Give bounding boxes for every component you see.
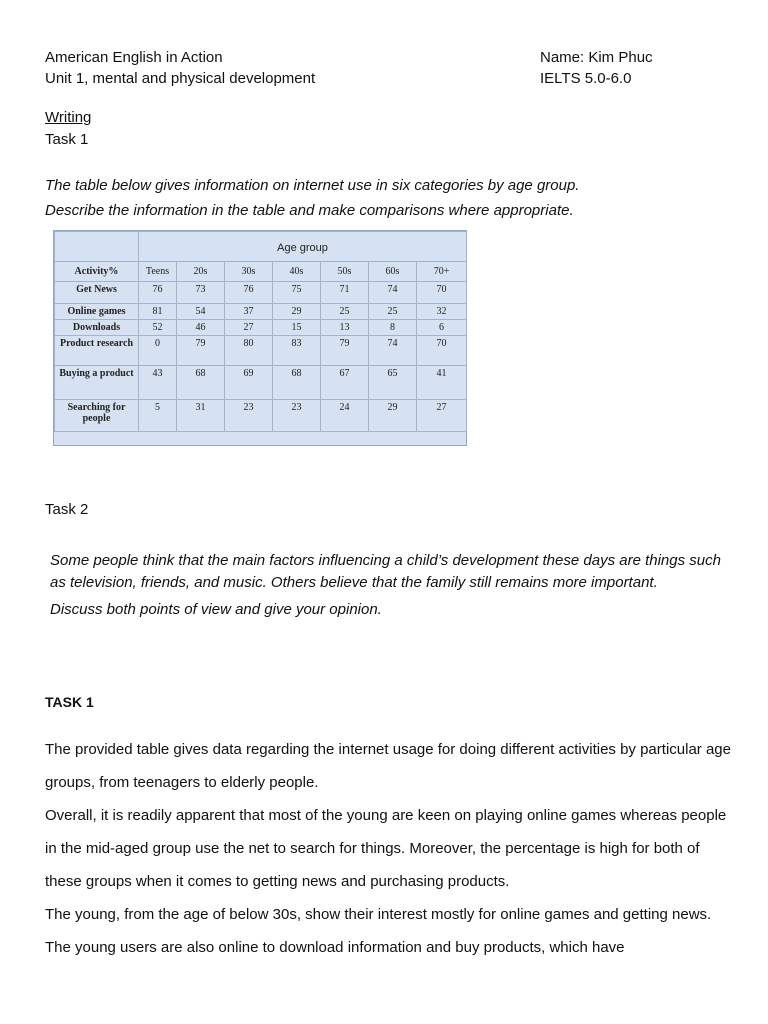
table-cell: 24: [321, 400, 369, 432]
table-cell: 76: [225, 282, 273, 304]
table-corner: [55, 232, 139, 262]
task1-prompt-line-1: The table below gives information on internet use in six categories by age group.: [45, 177, 580, 194]
row-label: Buying a product: [55, 366, 139, 400]
task1-label: Task 1: [45, 131, 89, 148]
row-label: Downloads: [55, 320, 139, 336]
table-cell: 67: [321, 366, 369, 400]
course-title: American English in Action: [45, 49, 223, 66]
column-header: 20s: [177, 262, 225, 282]
column-header: Teens: [139, 262, 177, 282]
table-cell: 46: [177, 320, 225, 336]
student-name: Name: Kim Phuc: [540, 49, 653, 66]
table-cell: 29: [273, 304, 321, 320]
column-header: 30s: [225, 262, 273, 282]
essay-paragraph: The provided table gives data regarding the internet usage for doing different activities by particular age groups, from teenagers to elderly people.: [45, 741, 731, 791]
table-cell: 54: [177, 304, 225, 320]
column-header: 50s: [321, 262, 369, 282]
task2-label: Task 2: [45, 501, 89, 518]
table-cell: 70: [417, 336, 467, 366]
age-group-header: Age group: [139, 232, 467, 262]
table-cell: 83: [273, 336, 321, 366]
table-cell: 73: [177, 282, 225, 304]
table-row: [55, 400, 467, 432]
table-cell: 79: [321, 336, 369, 366]
task1-essay: [45, 733, 735, 964]
table-cell: 32: [417, 304, 467, 320]
row-label: Product research: [55, 336, 139, 366]
table-cell: 6: [417, 320, 467, 336]
table-cell: 76: [139, 282, 177, 304]
table-column-header-row: [55, 262, 467, 282]
table-row: [55, 282, 467, 304]
level-label: IELTS 5.0-6.0: [540, 70, 632, 87]
table-cell: 68: [273, 366, 321, 400]
unit-title: Unit 1, mental and physical development: [45, 70, 316, 87]
table-cell: 79: [177, 336, 225, 366]
column-header: 40s: [273, 262, 321, 282]
row-label: Online games: [55, 304, 139, 320]
row-label: Searching for people: [55, 400, 139, 432]
table-cell: 5: [139, 400, 177, 432]
row-label: Get News: [55, 282, 139, 304]
table-cell: 29: [369, 400, 417, 432]
table-cell: 75: [273, 282, 321, 304]
table-cell: 15: [273, 320, 321, 336]
table-cell: 27: [417, 400, 467, 432]
table-cell: 13: [321, 320, 369, 336]
table-row: [55, 320, 467, 336]
table-cell: 23: [225, 400, 273, 432]
task2-prompt-paragraph-2: Discuss both points of view and give your opinion.: [50, 601, 382, 618]
header-right: [540, 47, 653, 89]
table-cell: 69: [225, 366, 273, 400]
table-cell: 70: [417, 282, 467, 304]
table-row: [55, 366, 467, 400]
table-cell: 27: [225, 320, 273, 336]
header-left: [45, 47, 315, 89]
table-cell: 23: [273, 400, 321, 432]
internet-use-table-image: [53, 230, 467, 446]
task2-prompt-paragraph-1: Some people think that the main factors influencing a child’s development these days are things such as television, friends, and music. Others believe that the family still remains more important.: [50, 552, 721, 591]
internet-use-table: [54, 231, 467, 432]
writing-heading: Writing: [45, 109, 92, 126]
table-cell: 25: [369, 304, 417, 320]
table-body: [55, 282, 467, 432]
table-cell: 37: [225, 304, 273, 320]
table-cell: 43: [139, 366, 177, 400]
table-cell: 8: [369, 320, 417, 336]
table-row: [55, 336, 467, 366]
task2-prompt: [50, 550, 740, 621]
table-cell: 52: [139, 320, 177, 336]
task1-prompt-line-2: Describe the information in the table and make comparisons where appropriate.: [45, 202, 574, 219]
table-row: [55, 304, 467, 320]
table-group-header-row: [55, 232, 467, 262]
column-header: 60s: [369, 262, 417, 282]
table-cell: 31: [177, 400, 225, 432]
task1-answer-heading: TASK 1: [45, 694, 94, 710]
table-cell: 81: [139, 304, 177, 320]
essay-paragraph: Overall, it is readily apparent that most of the young are keen on playing online games whereas people in the mid-aged group use the net to search for things. Moreover, the percentage is high for both of these groups when it comes to getting news and purchasing products.: [45, 807, 727, 890]
table-cell: 68: [177, 366, 225, 400]
table-cell: 41: [417, 366, 467, 400]
table-cell: 25: [321, 304, 369, 320]
essay-paragraph: The young, from the age of below 30s, show their interest mostly for online games and getting news. The young users are also online to download information and buy products, which have: [45, 906, 712, 956]
table-cell: 0: [139, 336, 177, 366]
table-cell: 80: [225, 336, 273, 366]
table-cell: 74: [369, 282, 417, 304]
task1-prompt: [45, 173, 735, 223]
column-header: Activity%: [55, 262, 139, 282]
table-cell: 74: [369, 336, 417, 366]
table-cell: 65: [369, 366, 417, 400]
table-cell: 71: [321, 282, 369, 304]
column-header: 70+: [417, 262, 467, 282]
